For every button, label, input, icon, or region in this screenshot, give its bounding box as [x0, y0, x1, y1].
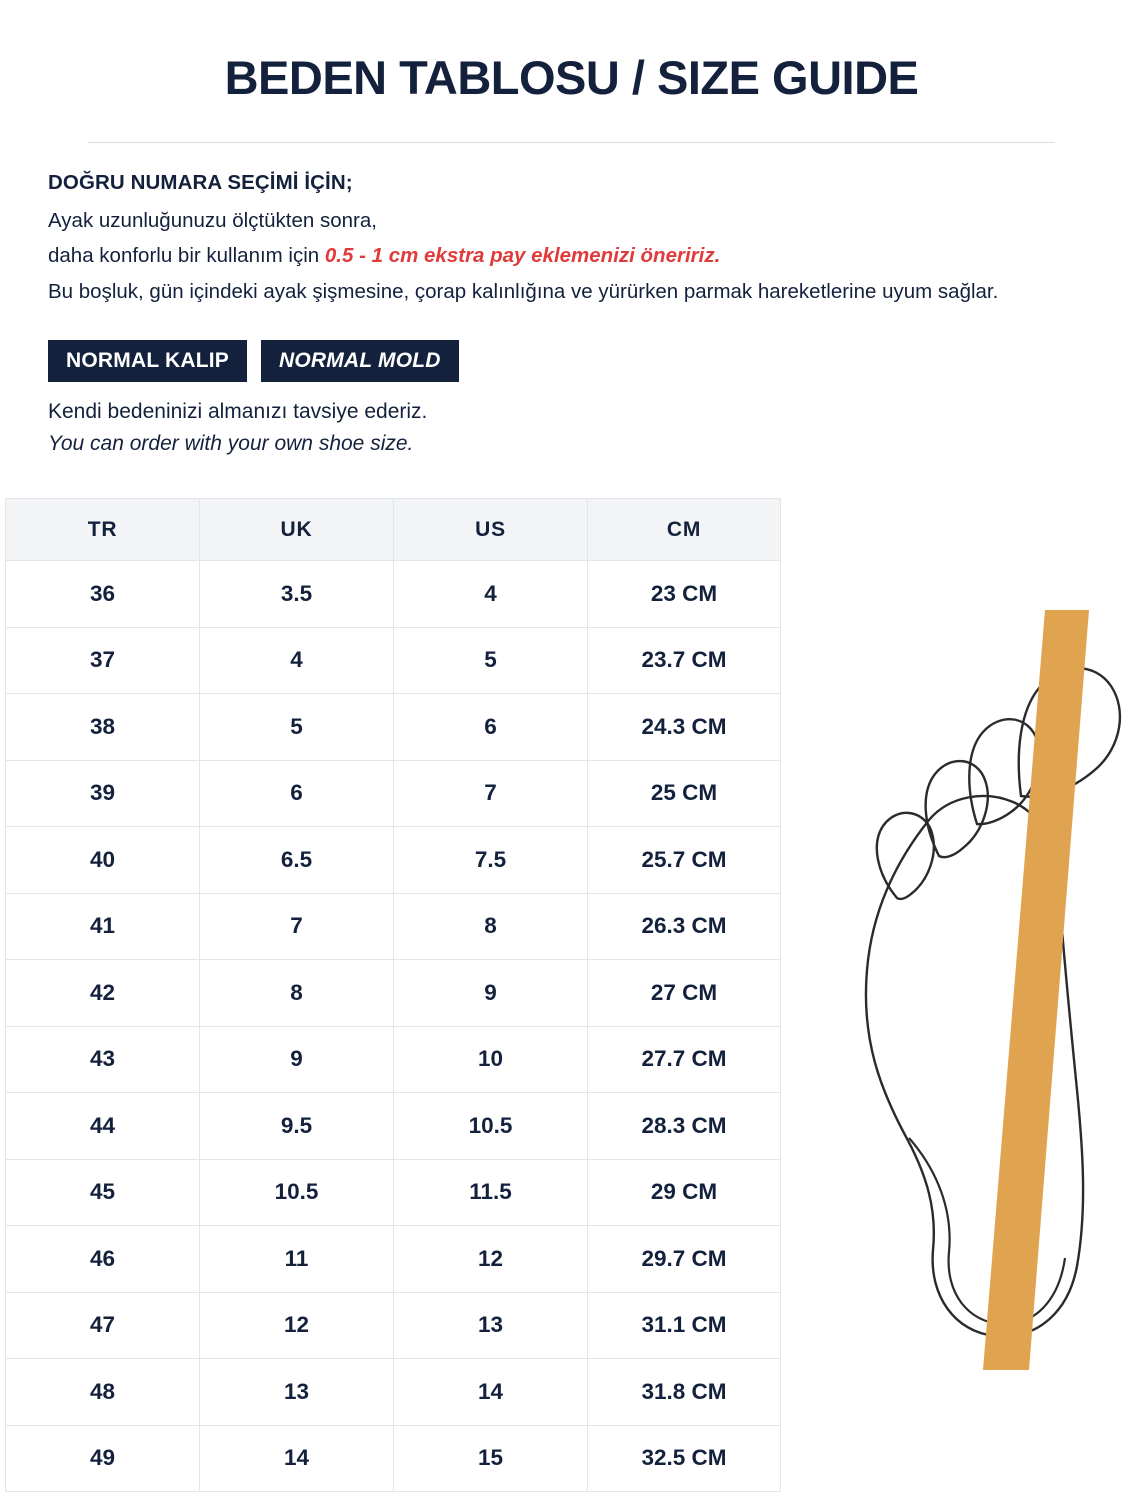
- badge-normal-kalip: NORMAL KALIP: [48, 340, 247, 382]
- intro-line-3: Bu boşluk, gün içindeki ayak şişmesine, çorap kalınlığına ve yürürken parmak hareketlerine uyum sağlar.: [48, 280, 999, 304]
- intro-line-1: Ayak uzunluğunuzu ölçtükten sonra,: [48, 208, 377, 232]
- note-en: You can order with your own shoe size.: [48, 432, 414, 456]
- cell-tr: 43: [6, 1026, 200, 1093]
- cell-cm: 25 CM: [588, 760, 781, 827]
- page-title: BEDEN TABLOSU / SIZE GUIDE: [224, 51, 919, 104]
- column-header-cm: CM: [588, 499, 781, 561]
- cell-tr: 47: [6, 1292, 200, 1359]
- cell-tr: 37: [6, 627, 200, 694]
- cell-cm: 32.5 CM: [588, 1425, 781, 1492]
- table-header-row: [6, 499, 781, 561]
- mold-badges: [0, 314, 1143, 382]
- cell-us: 5: [394, 627, 588, 694]
- cell-cm: 26.3 CM: [588, 893, 781, 960]
- table-row: [6, 960, 781, 1027]
- cell-cm: 29.7 CM: [588, 1226, 781, 1293]
- table-row: [6, 1359, 781, 1426]
- table-row: [6, 827, 781, 894]
- cell-cm: 31.1 CM: [588, 1292, 781, 1359]
- cell-tr: 36: [6, 561, 200, 628]
- cell-us: 12: [394, 1226, 588, 1293]
- cell-us: 13: [394, 1292, 588, 1359]
- cell-cm: 23 CM: [588, 561, 781, 628]
- cell-uk: 12: [200, 1292, 394, 1359]
- toe-1-outline: [1019, 668, 1120, 796]
- cell-tr: 41: [6, 893, 200, 960]
- column-header-us: US: [394, 499, 588, 561]
- intro-line-2-prefix: daha konforlu bir kullanım için: [48, 244, 325, 268]
- foot-measurement-illustration: [777, 610, 1137, 1370]
- foot-sole-outline: [866, 796, 1083, 1336]
- table-row: [6, 627, 781, 694]
- intro-line-2-accent: 0.5 - 1 cm ekstra pay eklemenizi öneririz.: [324, 244, 721, 268]
- cell-uk: 9: [200, 1026, 394, 1093]
- cell-us: 10: [394, 1026, 588, 1093]
- cell-tr: 45: [6, 1159, 200, 1226]
- size-table: [5, 498, 781, 1492]
- cell-tr: 49: [6, 1425, 200, 1492]
- table-row: [6, 694, 781, 761]
- table-row: [6, 1226, 781, 1293]
- cell-us: 4: [394, 561, 588, 628]
- column-header-uk: UK: [200, 499, 394, 561]
- cell-uk: 14: [200, 1425, 394, 1492]
- cell-us: 9: [394, 960, 588, 1027]
- cell-tr: 38: [6, 694, 200, 761]
- cell-uk: 11: [200, 1226, 394, 1293]
- mold-notes: [0, 382, 1143, 459]
- cell-cm: 27 CM: [588, 960, 781, 1027]
- cell-uk: 8: [200, 960, 394, 1027]
- cell-us: 11.5: [394, 1159, 588, 1226]
- table-row: [6, 1159, 781, 1226]
- cell-uk: 3.5: [200, 561, 394, 628]
- cell-tr: 48: [6, 1359, 200, 1426]
- cell-uk: 6.5: [200, 827, 394, 894]
- note-tr: Kendi bedeninizi almanızı tavsiye ederiz.: [48, 399, 428, 423]
- cell-uk: 7: [200, 893, 394, 960]
- cell-cm: 31.8 CM: [588, 1359, 781, 1426]
- cell-us: 7: [394, 760, 588, 827]
- cell-uk: 13: [200, 1359, 394, 1426]
- table-row: [6, 561, 781, 628]
- cell-us: 15: [394, 1425, 588, 1492]
- table-row: [6, 1292, 781, 1359]
- toe-4-outline: [877, 813, 934, 899]
- cell-uk: 6: [200, 760, 394, 827]
- cell-uk: 10.5: [200, 1159, 394, 1226]
- cell-tr: 40: [6, 827, 200, 894]
- cell-tr: 42: [6, 960, 200, 1027]
- cell-us: 8: [394, 893, 588, 960]
- cell-us: 7.5: [394, 827, 588, 894]
- table-row: [6, 760, 781, 827]
- measuring-ruler: [983, 610, 1089, 1370]
- cell-cm: 29 CM: [588, 1159, 781, 1226]
- cell-uk: 4: [200, 627, 394, 694]
- cell-cm: 23.7 CM: [588, 627, 781, 694]
- cell-tr: 39: [6, 760, 200, 827]
- cell-tr: 46: [6, 1226, 200, 1293]
- cell-tr: 44: [6, 1093, 200, 1160]
- column-header-tr: TR: [6, 499, 200, 561]
- intro-line-2: [48, 242, 1095, 270]
- cell-cm: 25.7 CM: [588, 827, 781, 894]
- title-section: [0, 0, 1143, 143]
- toe-3-outline: [926, 761, 988, 857]
- cell-us: 6: [394, 694, 588, 761]
- cell-us: 10.5: [394, 1093, 588, 1160]
- foot-arch-line: [909, 1138, 1065, 1324]
- cell-cm: 28.3 CM: [588, 1093, 781, 1160]
- table-row: [6, 1026, 781, 1093]
- table-row: [6, 1425, 781, 1492]
- cell-cm: 24.3 CM: [588, 694, 781, 761]
- table-row: [6, 893, 781, 960]
- badge-normal-mold: NORMAL MOLD: [261, 340, 459, 382]
- intro-section: [0, 143, 1143, 306]
- table-row: [6, 1093, 781, 1160]
- cell-uk: 9.5: [200, 1093, 394, 1160]
- size-table-container: [5, 498, 780, 1492]
- cell-cm: 27.7 CM: [588, 1026, 781, 1093]
- toe-2-outline: [969, 719, 1039, 824]
- cell-uk: 5: [200, 694, 394, 761]
- cell-us: 14: [394, 1359, 588, 1426]
- size-table-body: [6, 561, 781, 1492]
- intro-heading: DOĞRU NUMARA SEÇİMİ İÇİN;: [48, 170, 353, 194]
